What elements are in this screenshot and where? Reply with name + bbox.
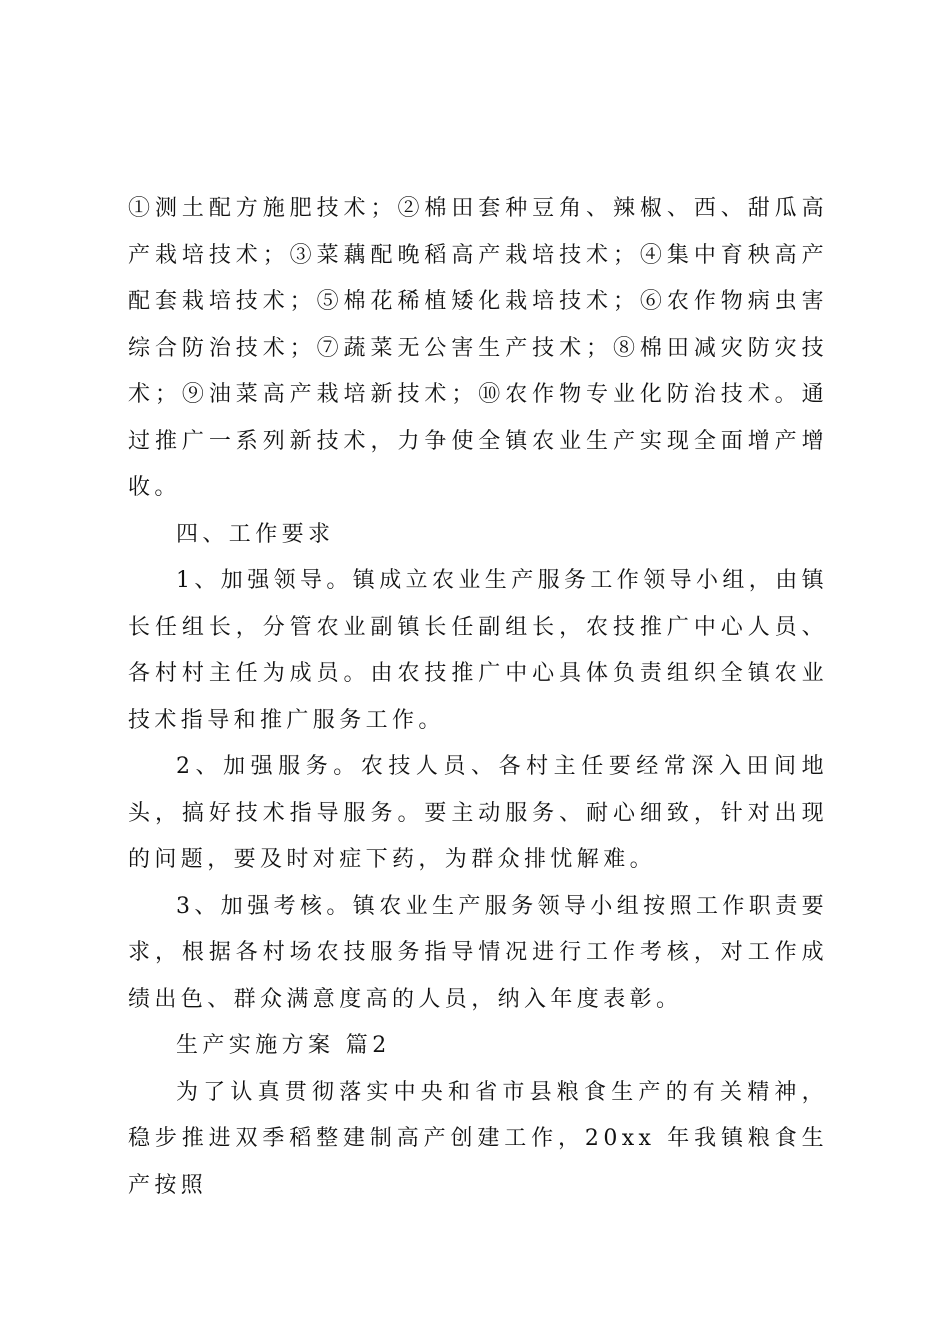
part-two-heading: 生产实施方案 篇2 [176,1033,391,1058]
part-two-intro-paragraph: 为了认真贯彻落实中央和省市县粮食生产的有关精神，稳步推进双季稻整建制高产创建工作，20xx 年我镇粮食生产按照 [128,1079,828,1198]
document-body [128,186,828,1209]
section-heading-work-requirements: 四、工作要求 [176,521,335,547]
requirement-assessment-paragraph: 3、加强考核。镇农业生产服务领导小组按照工作职责要求，根据各村场农技服务指导情况进行工作考核，对工作成绩出色、群众满意度高的人员，纳入年度表彰。 [128,893,828,1012]
requirement-leadership-paragraph: 1、加强领导。镇成立农业生产服务工作领导小组，由镇长任组长，分管农业副镇长任副组长，农技推广中心人员、各村村主任为成员。由农技推广中心具体负责组织全镇农业技术指导和推广服务工作。 [128,568,828,733]
technology-list-paragraph: ①测土配方施肥技术；②棉田套种豆角、辣椒、西、甜瓜高产栽培技术；③菜藕配晚稻高产栽培技术；④集中育秧高产配套栽培技术；⑤棉花稀植矮化栽培技术；⑥农作物病虫害综合防治技术；⑦蔬菜无公害生产技术；⑧棉田减灾防灾技术；⑨油菜高产栽培新技术；⑩农作物专业化防治技术。通过推广一系列新技术，力争使全镇农业生产实现全面增产增收。 [128,196,828,500]
requirement-service-paragraph: 2、加强服务。农技人员、各村主任要经常深入田间地头，搞好技术指导服务。要主动服务、耐心细致，针对出现的问题，要及时对症下药，为群众排忧解难。 [128,754,828,872]
